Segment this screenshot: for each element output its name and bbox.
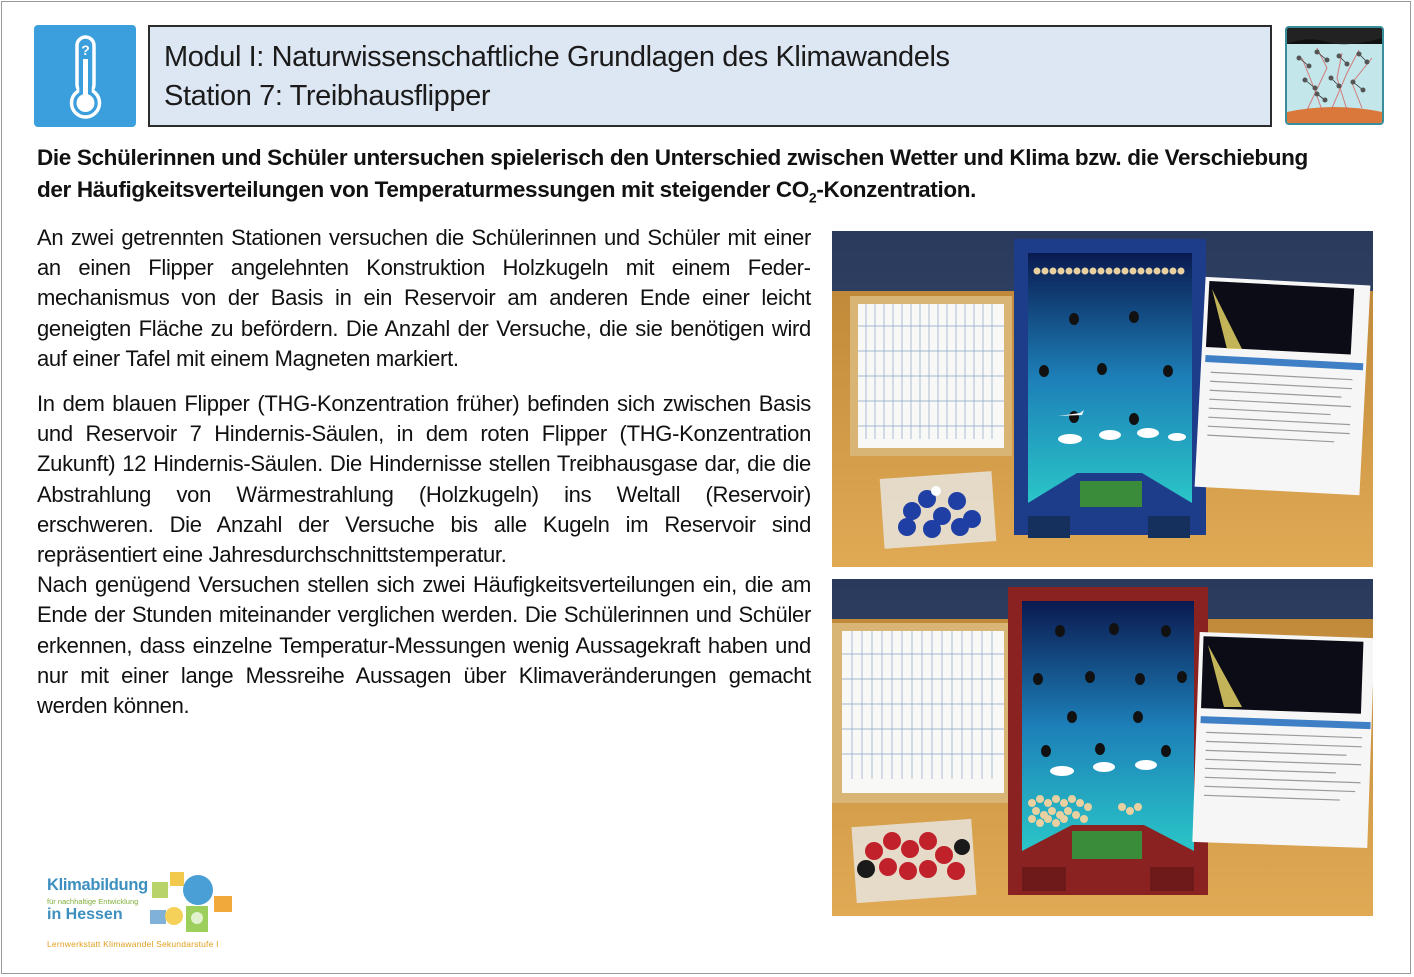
svg-text:?: ? (81, 42, 90, 58)
header-title-box (148, 25, 1272, 127)
greenhouse-effect-illustration (1285, 26, 1384, 125)
logo-title: Klimabildung (47, 876, 148, 894)
co2-subscript: 2 (808, 189, 817, 206)
logo-subtitle: für nachhaltige Entwicklung (47, 897, 139, 906)
klimabildung-logo (40, 864, 240, 954)
paragraph-obstacles: In dem blauen Flipper (THG-Konzentration früher) befinden sich zwischen Basis und Reservoir 7 Hindernis-Säulen, in dem roten Flipper (THG-Konzentration Zukunft) 12 Hindernis-Säulen. Die Hindernisse stellen Treibhausgase dar, die die Abstrahlung von Wärmestrahlung (Holzkugeln) ins Weltall (Reservoir) erschweren. Die Anzahl der Versuche bis alle Kugeln im Reservoir sind repräsentiert eine Jahresdurchschnittstemperatur. (37, 391, 811, 568)
module-title: Modul I: Naturwissenschaftliche Grundlagen des Klimawandels (164, 41, 950, 73)
body-text (37, 223, 811, 721)
logo-region: in Hessen (47, 906, 123, 923)
thermometer-icon (34, 25, 136, 127)
station-title: Station 7: Treibhausflipper (164, 80, 491, 112)
photo-blue-flipper (832, 231, 1373, 567)
paragraph-stations: An zwei getrennten Stationen versuchen die Schülerinnen und Schüler mit einer an einen Flipper angelehnten Konstruktion Holzkugeln mit einem Federmechanismus von der Basis in ein Reservoir am anderen Ende einer leicht geneigten Fläche zu befördern. Die Anzahl der Versuche, die sie benötigen wird auf einer Tafel mit einem Magneten markiert. (37, 225, 811, 371)
intro-line-1: Die Schülerinnen und Schüler untersuchen spielerisch den Unterschied zwischen Wetter und Klima bzw. die Verschiebung (37, 145, 1308, 170)
intro-line-2 (37, 174, 1397, 214)
logo-icon-cluster (140, 868, 235, 936)
intro-summary (37, 142, 1397, 214)
intro-line-2-text: der Häufigkeitsverteilungen von Temperaturmessungen mit steigender CO (37, 177, 809, 202)
photo-red-flipper (832, 579, 1373, 916)
intro-line-2-end: -Konzentration. (816, 177, 977, 202)
paragraph-conclusion: Nach genügend Versuchen stellen sich zwei Häufigkeitsverteilungen ein, die am Ende der Stunden miteinander verglichen werden. Die Schülerinnen und Schüler erkennen, dass einzelne Temperatur-Messungen wenig Aussagekraft haben und nur mit einer lange Messreihe Aussagen über Klimaveränderungen gemacht werden können. (37, 572, 811, 719)
logo-footer: Lernwerkstatt Klimawandel Sekundarstufe I (47, 939, 219, 949)
